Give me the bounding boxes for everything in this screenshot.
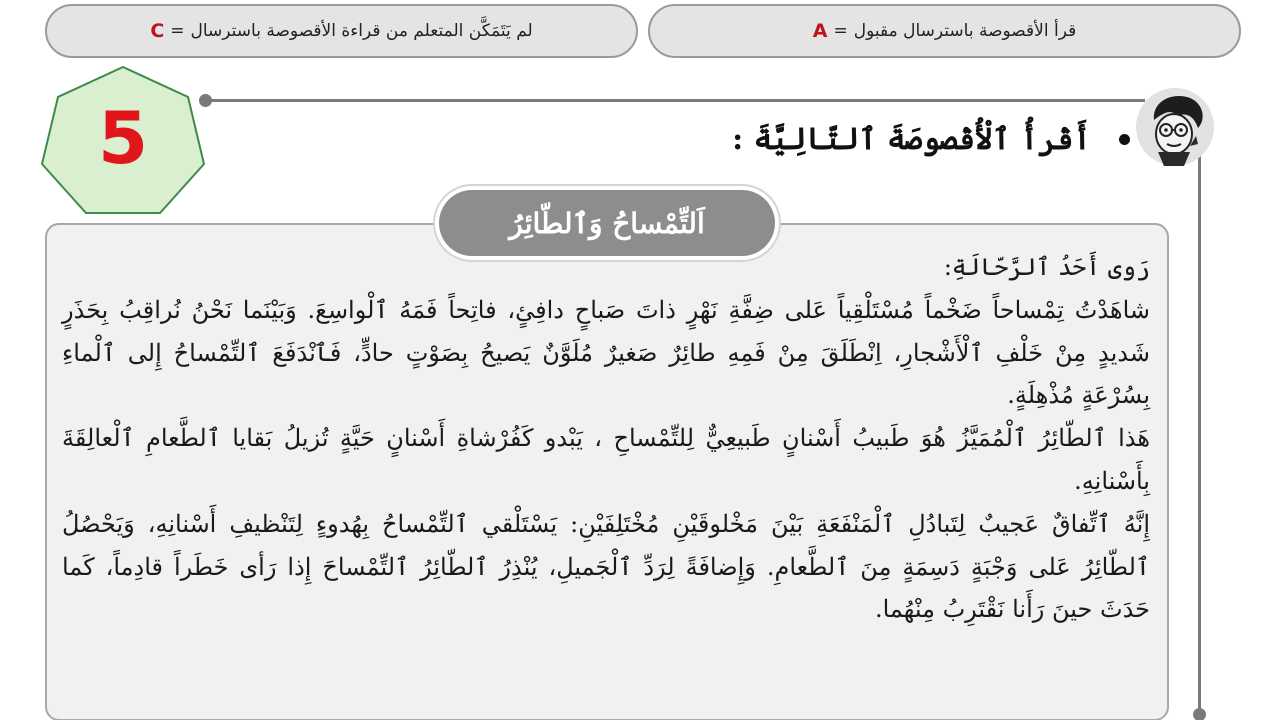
story-paragraph: إِنَّهُ ٱتِّفاقٌ عَجيبٌ لِتَبادُلِ ٱلْمَنْفَعَةِ بَيْنَ مَخْلوقَيْنِ مُخْتَلِفَيْنِ: يَسْتَلْقي ٱلتِّمْساحُ بِهُدوءٍ لِتَنْظيفِ أَسْنانِهِ، وَيَحْصُلُ ٱلطّائِرُ عَلى وَجْبَةٍ دَسِمَةٍ مِنَ ٱلطَّعامِ. وَإِضافَةً لِرَدِّ ٱلْجَميلِ، يُنْذِرُ ٱلطّائِرُ ٱلتِّمْساحَ إِذا رَأى خَطَراً قادِماً، كَما حَدَثَ حينَ رَأَنا نَقْتَرِبُ مِنْهُما. [62,509,1150,624]
story-title: اَلتِّمْساحُ وَٱلطّائِرُ [439,190,775,256]
exercise-number: 5 [97,96,149,180]
rubric-c-letter: C [150,20,165,42]
timeline-vertical-rule [1198,150,1201,720]
instruction-text: أَقْرأُ ٱلْأُقْصوصَةَ ٱلتّالِيَّةَ : [732,122,1091,157]
rubric-c-equals: = [170,21,185,41]
rubric-a-pill [648,4,1241,58]
instruction-heading [732,122,1130,157]
exercise-number-badge [38,64,208,218]
rubric-a-letter: A [812,20,828,42]
story-text [62,246,1150,631]
cartoon-character-icon [1134,86,1216,168]
rubric-c-pill [45,4,638,58]
timeline-horizontal-rule [205,99,1145,102]
story-paragraph: رَوى أَحَدُ ٱلرَّحّالَةِ: [943,253,1150,281]
rubric-a-text: قرأ الأقصوصة باسترسال مقبول [853,21,1077,41]
rubric-c-text: لم يَتَمَكَّن المتعلم من قراءة الأقصوصة باسترسال [190,21,533,41]
rubric-a-equals: = [833,21,848,41]
story-paragraph: هَذا ٱلطّائِرُ ٱلْمُمَيَّزُ هُوَ طَبيبُ أَسْنانٍ طَبيعِيٌّ لِلتِّمْساحِ ، يَبْدو كَفُرْشاةِ أَسْنانٍ حَيَّةٍ تُزيلُ بَقايا ٱلطَّعامِ ٱلْعالِقَةَ بِأَسْنانِهِ. [62,424,1150,495]
timeline-end-dot [1193,708,1206,720]
story-paragraph: شاهَدْتُ تِمْساحاً ضَخْماً مُسْتَلْقِياً عَلى ضِفَّةِ نَهْرٍ ذاتَ صَباحٍ دافِئٍ، فاتِحاً فَمَهُ ٱلْواسِعَ. وَبَيْنَما نَحْنُ نُراقِبُ بِحَذَرٍ شَديدٍ مِنْ خَلْفِ ٱلْأَشْجارِ، اِنْطَلَقَ مِنْ فَمِهِ طائِرٌ صَغيرٌ مُلَوَّنٌ يَصيحُ بِصَوْتٍ حادٍّ، فَٱنْدَفَعَ ٱلتِّمْساحُ إِلى ٱلْماءِ بِسُرْعَةٍ مُذْهِلَةٍ. [62,295,1150,410]
bullet-icon [1119,134,1130,145]
